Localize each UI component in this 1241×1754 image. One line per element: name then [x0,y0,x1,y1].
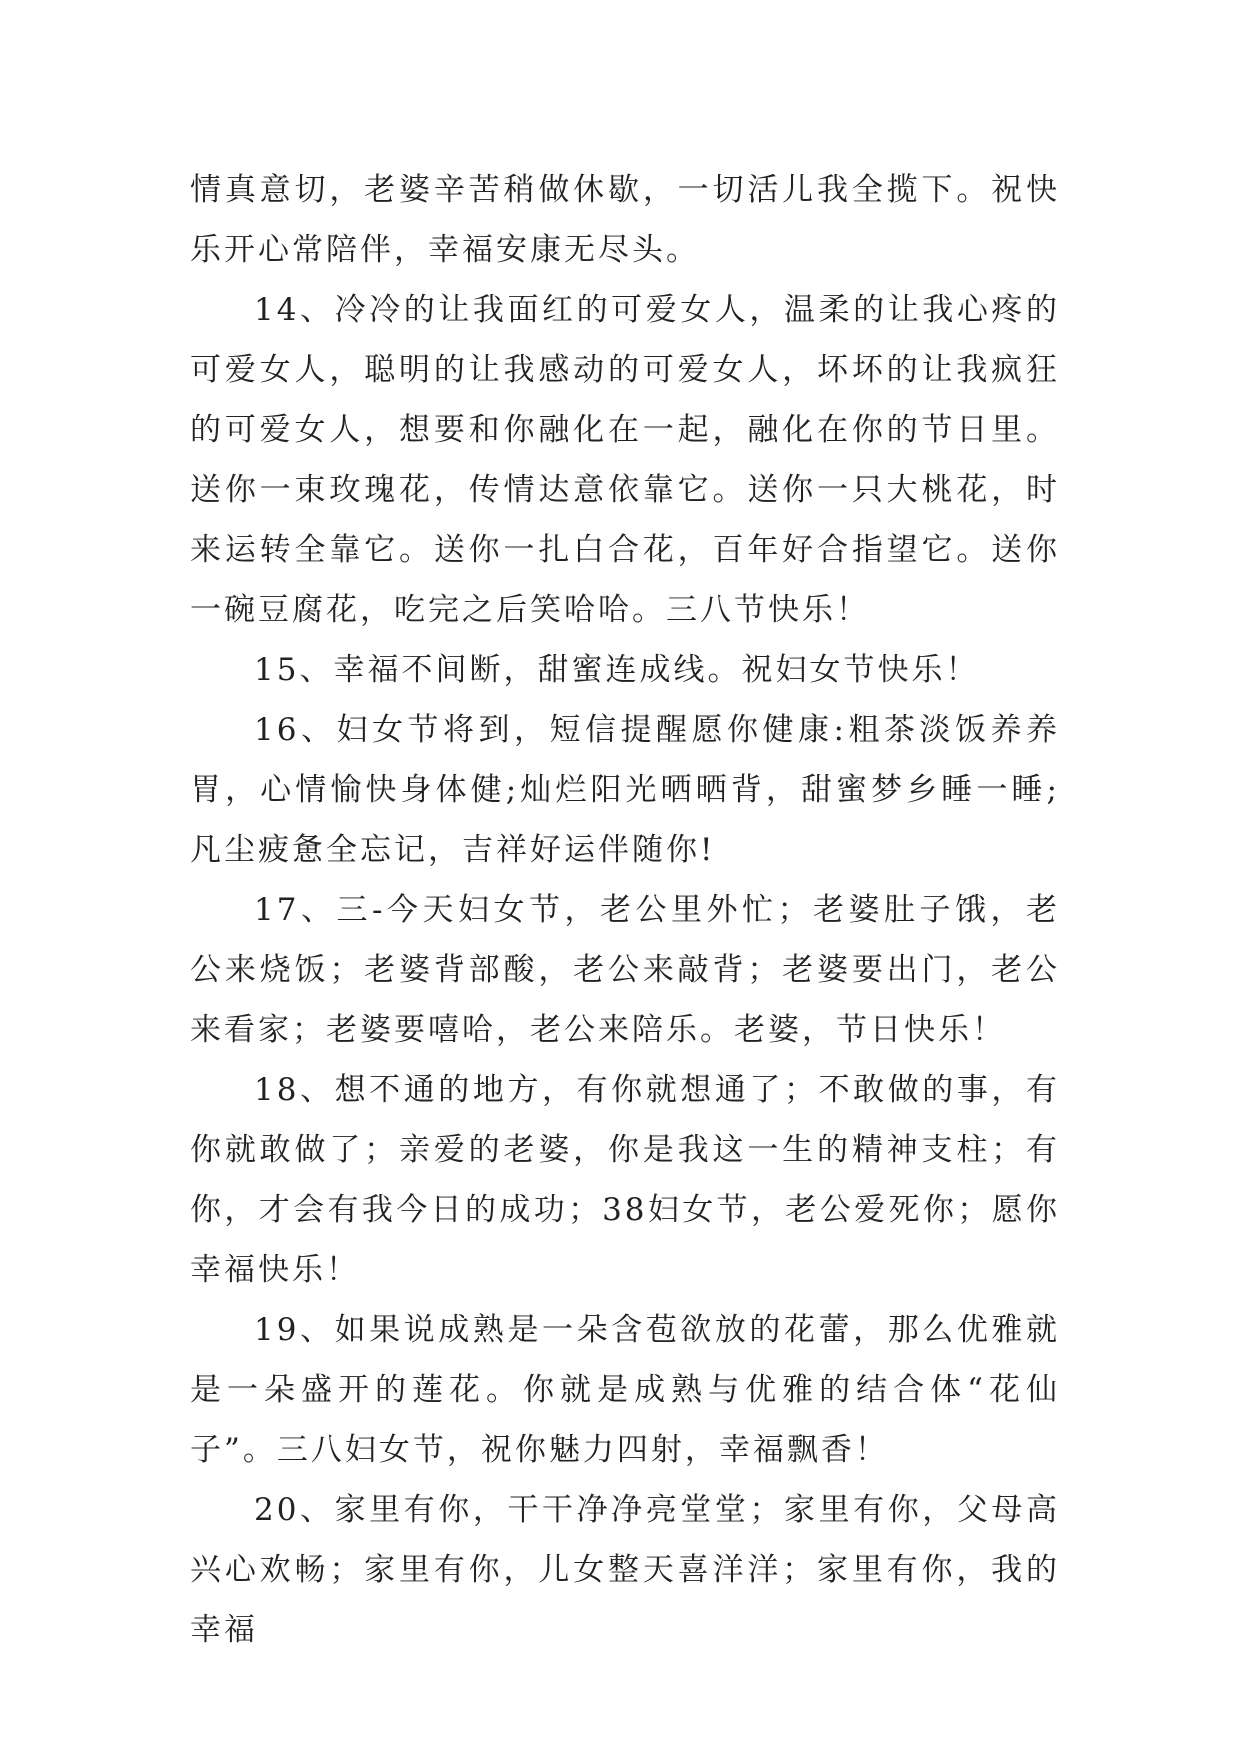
paragraph-7: 19、如果说成熟是一朵含苞欲放的花蕾，那么优雅就是一朵盛开的莲花。你就是成熟与优雅的结合体“花仙子”。三八妇女节，祝你魅力四射，幸福飘香！ [190,1312,1060,1468]
paragraph-5: 17、三-今天妇女节，老公里外忙；老婆肚子饿，老公来烧饭；老婆背部酸，老公来敲背；老婆要出门，老公来看家；老婆要嘻哈，老公来陪乐。老婆，节日快乐！ [190,892,1060,1048]
paragraph-8: 20、家里有你，干干净净亮堂堂；家里有你，父母高兴心欢畅；家里有你，儿女整天喜洋洋；家里有你，我的幸福 [190,1492,1060,1648]
paragraph-4: 16、妇女节将到，短信提醒愿你健康:粗茶淡饭养养胃，心情愉快身体健;灿烂阳光晒晒背，甜蜜梦乡睡一睡;凡尘疲惫全忘记，吉祥好运伴随你! [190,712,1060,868]
paragraph-2: 14、冷冷的让我面红的可爱女人，温柔的让我心疼的可爱女人，聪明的让我感动的可爱女人，坏坏的让我疯狂的可爱女人，想要和你融化在一起，融化在你的节日里。送你一束玫瑰花，传情达意依靠它。送你一只大桃花，时来运转全靠它。送你一扎白合花，百年好合指望它。送你一碗豆腐花，吃完之后笑哈哈。三八节快乐！ [190,292,1060,628]
paragraph-6: 18、想不通的地方，有你就想通了；不敢做的事，有你就敢做了；亲爱的老婆，你是我这一生的精神支柱；有你，才会有我今日的成功；38妇女节，老公爱死你；愿你幸福快乐！ [190,1072,1060,1288]
document-body [190,160,1060,1660]
paragraph-1: 情真意切，老婆辛苦稍做休歇，一切活儿我全揽下。祝快乐开心常陪伴，幸福安康无尽头。 [190,172,1060,268]
paragraph-3: 15、幸福不间断，甜蜜连成线。祝妇女节快乐！ [254,652,980,688]
